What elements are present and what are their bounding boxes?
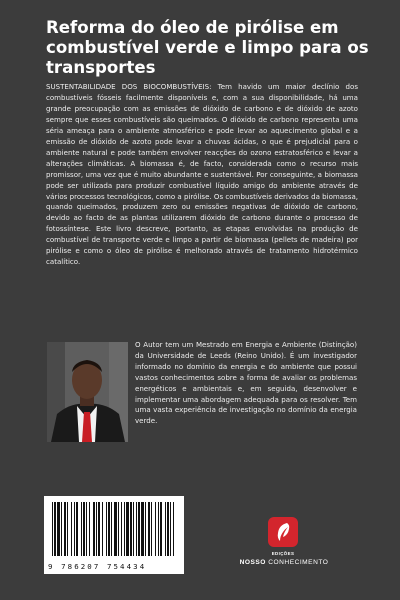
barcode-bar — [111, 502, 112, 556]
barcode-bar — [52, 502, 53, 556]
barcode-bar — [173, 502, 174, 556]
barcode-bar — [141, 502, 144, 556]
barcode-bars — [50, 502, 178, 560]
barcode-bar — [155, 502, 156, 556]
barcode-bar — [158, 502, 159, 556]
author-bio: O Autor tem um Mestrado em Energia e Ambiente (Distinção) da Universidade de Leeds (Reino Unido). É um investigador informado no domínio da energia e do ambiente que possui vastos conhecimentos sobre a forma de avaliar os problemas energéticos e ambientais e, em seguida, desenvolver e implementar uma abordagem adequada para os resolver. Tem uma vasta experiência de investigação no domínio da energia verde. — [135, 340, 357, 426]
barcode-bar — [130, 502, 132, 556]
publisher-logo — [268, 517, 298, 547]
barcode-bar — [86, 502, 87, 556]
barcode-bar — [138, 502, 140, 556]
barcode-bar — [102, 502, 103, 556]
barcode-bar — [93, 502, 95, 556]
barcode-bar — [74, 502, 75, 556]
quill-feather-icon — [268, 517, 298, 547]
book-blurb: SUSTENTABILIDADE DOS BIOCOMBUSTÍVEIS: Tem havido um maior declínio dos combustíveis fósseis facilmente disponíveis e, com a sua disponibilidade, há uma grande preocupação com as emissões de dióxido de carbono e de dióxido de azoto sempre que esses combustíveis são queimados. O dióxido de carbono representa uma séria ameaça para o ambiente atmosférico e pode levar ao aquecimento global e a emissão de dióxido de azoto pode levar a chuvas ácidas, o que é prejudicial para o ambiente natural e pode também envolver reacções do ozono estratosférico e levar a alterações climáticas. A biomassa é, de facto, considerada como o recurso mais promissor, uma vez que é muito abundante e sustentável. Por conseguinte, a biomassa pode ser utilizada para produzir combustível líquido amigo do ambiente através de vários processos tecnológicos, como a pirólise. Os combustíveis derivados da biomassa, quando queimados, produzem zero ou emissões negativas de dióxido de carbono, devido ao facto de as plantas utilizarem dióxido de carbono durante o processo de fotossíntese. Este livro descreve, portanto, as etapas envolvidas na produção de combustível de transporte verde e limpo a partir de biomassa (pellets de madeira) por pirólise e como o óleo de pirólise é melhorado através de tratamento hidrotérmico catalítico. — [46, 82, 358, 267]
publisher-label: EDIÇÕES — [271, 551, 295, 556]
author-photo — [47, 342, 128, 442]
author-portrait-icon — [47, 342, 128, 442]
barcode-bar — [160, 502, 162, 556]
barcode-bar — [126, 502, 129, 556]
barcode-bar — [151, 502, 152, 556]
barcode-bar — [148, 502, 150, 556]
barcode-bar — [89, 502, 90, 556]
barcode-bar — [76, 502, 78, 556]
barcode-bar — [106, 502, 107, 556]
isbn-barcode — [44, 496, 184, 574]
barcode-bar — [121, 502, 122, 556]
publisher-name — [226, 559, 342, 566]
publisher-name-part2: CONHECIMENTO — [268, 559, 329, 566]
barcode-bar — [167, 502, 169, 556]
barcode-bar — [57, 502, 60, 556]
barcode-bar — [64, 502, 66, 556]
barcode-bar — [71, 502, 72, 556]
barcode-bar — [108, 502, 110, 556]
barcode-bar — [133, 502, 134, 556]
barcode-bar — [145, 502, 146, 556]
barcode-bar — [165, 502, 166, 556]
barcode-bar — [81, 502, 82, 556]
barcode-bar — [136, 502, 137, 556]
publisher-name-part1: NOSSO — [239, 559, 266, 566]
barcode-bar — [83, 502, 85, 556]
barcode-bar — [61, 502, 62, 556]
barcode-bar — [124, 502, 125, 556]
barcode-bar — [98, 502, 100, 556]
isbn-number: 9 786207 754434 — [48, 562, 147, 571]
barcode-bar — [54, 502, 56, 556]
book-title: Reforma do óleo de pirólise em combustível verde e limpo para os transportes — [46, 18, 369, 77]
barcode-bar — [118, 502, 119, 556]
barcode-bar — [67, 502, 68, 556]
barcode-bar — [170, 502, 171, 556]
barcode-bar — [114, 502, 117, 556]
barcode-bar — [96, 502, 97, 556]
